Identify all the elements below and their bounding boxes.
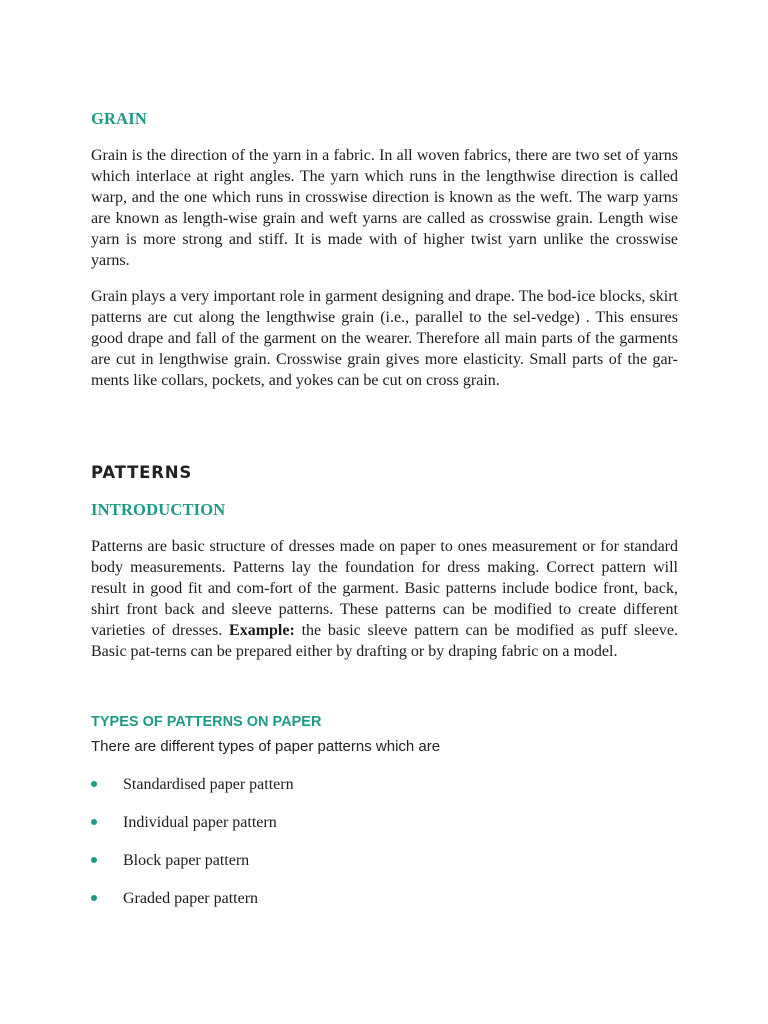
patterns-heading: PATTERNS xyxy=(91,463,193,482)
bullet-icon xyxy=(91,895,97,901)
bullet-icon xyxy=(91,819,97,825)
list-item xyxy=(91,850,294,888)
list-item-label: Individual paper pattern xyxy=(123,814,277,831)
types-of-patterns-heading: TYPES OF PATTERNS ON PAPER xyxy=(91,713,322,730)
bullet-icon xyxy=(91,781,97,787)
list-item-label: Graded paper pattern xyxy=(123,890,259,907)
pattern-types-list xyxy=(91,774,294,926)
list-item xyxy=(91,812,294,850)
grain-paragraph-2: Grain plays a very important role in garment designing and drape. The bod-ice blocks, skirt patterns are cut along the lengthwise grain (i.e., parallel to the sel-vedge) . This ensures good drape and fall of the garment on the wearer. Therefore all main parts of the garments are cut in lengthwise grain. Crosswise grain gives more elasticity. Small parts of the gar-ments like collars, pockets, and yokes can be cut on cross grain. xyxy=(91,288,678,389)
list-item xyxy=(91,774,294,812)
bullet-icon xyxy=(91,857,97,863)
example-label: Example: xyxy=(229,622,295,639)
grain-paragraph-1: Grain is the direction of the yarn in a fabric. In all woven fabrics, there are two set of yarns which interlace at right angles. The yarn which runs in the lengthwise direction is called warp, and the one which runs in crosswise direction is known as the weft. The warp yarns are known as length-wise grain and weft yarns are called as crosswise grain. Length wise yarn is more strong and stiff. It is made with of higher twist yarn unlike the crosswise yarns. xyxy=(91,147,678,269)
list-item-label: Block paper pattern xyxy=(123,852,250,869)
introduction-paragraph xyxy=(91,536,678,662)
introduction-text-end: the basic sleeve pattern can be modified as puff sleeve. Basic pat-terns can be prepared either by drafting or by draping fabric on a model. xyxy=(91,622,679,660)
introduction-heading: INTRODUCTION xyxy=(91,500,226,519)
grain-heading: GRAIN xyxy=(91,109,148,128)
types-intro-text: There are different types of paper patterns which are xyxy=(91,738,441,755)
introduction-text-start: Patterns are basic structure of dresses made on paper to ones measurement or for standard body measurements. Patterns lay the foundation for dress making. Correct pattern will result in good fit and com-fort of the garment. Basic patterns include bodice front, back, shirt front back and sleeve patterns. These patterns can be modified to create different varieties of dresses. xyxy=(91,538,678,639)
list-item-label: Standardised paper pattern xyxy=(123,776,294,793)
list-item xyxy=(91,888,294,926)
